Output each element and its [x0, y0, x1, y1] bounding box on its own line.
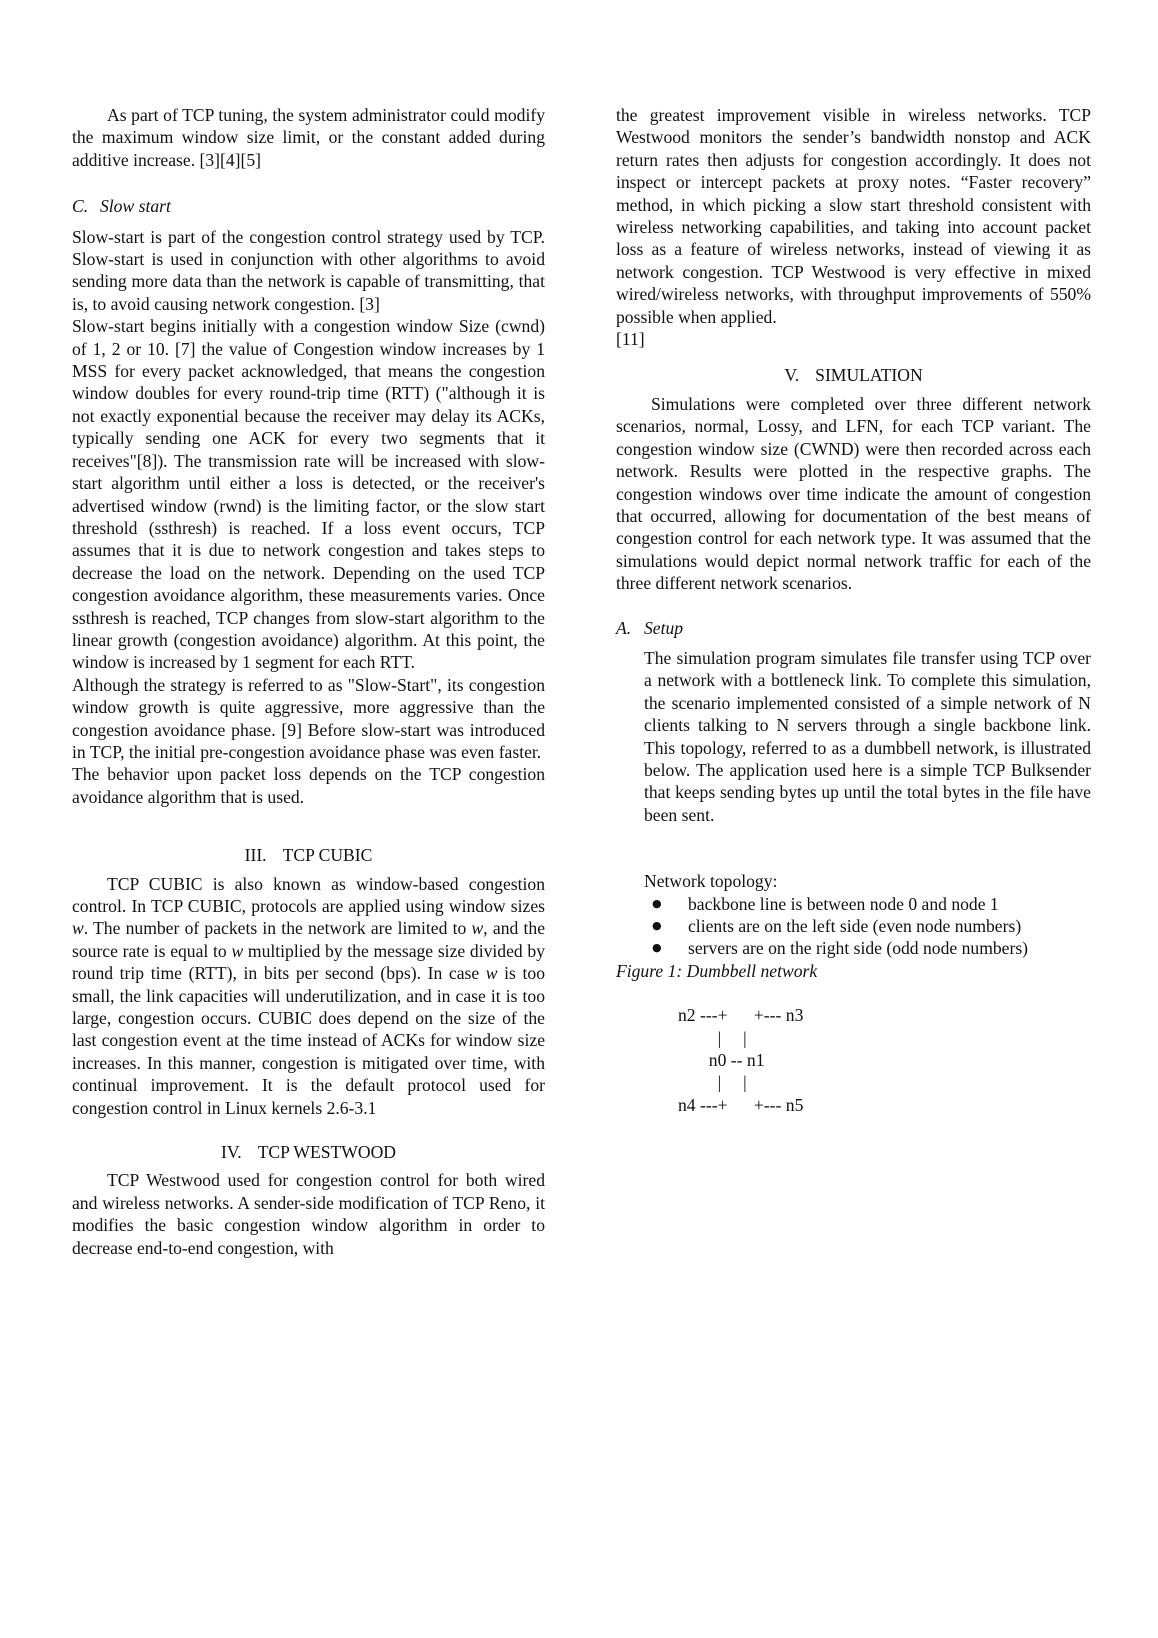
- paragraph-tcp-westwood-start: TCP Westwood used for congestion control for both wired and wireless networks. A sender-side modification of TCP Reno, it modifies the basic congestion window algorithm in order to decrease end-to-end congestion, with: [72, 1170, 545, 1258]
- section-label: C.: [72, 196, 89, 217]
- math-var-w: w: [72, 918, 84, 939]
- paragraph-tcp-cubic: [72, 873, 545, 1119]
- text-run: , and the source rate is equal to: [72, 918, 546, 961]
- section-heading-tcp-cubic: [72, 844, 545, 866]
- section-title: Setup: [644, 617, 684, 638]
- spacer: [644, 826, 1091, 870]
- spacer: [72, 808, 545, 844]
- citation-reference: [11]: [616, 329, 645, 350]
- section-number: IV.: [220, 1142, 242, 1163]
- list-item: ● servers are on the right side (odd node numbers): [688, 937, 1091, 959]
- text-run: . The number of packets in the network are limited to: [83, 918, 472, 939]
- text-run: TCP CUBIC is also known as window-based congestion control. In TCP CUBIC, protocols are applied using window sizes: [72, 873, 545, 916]
- math-var-w: w: [231, 940, 244, 961]
- math-var-w: w: [485, 963, 498, 984]
- spacer: [72, 1119, 545, 1141]
- section-heading-simulation: [616, 364, 1091, 386]
- section-title: TCP CUBIC: [282, 845, 373, 866]
- figure-caption: Figure 1: Dumbbell network: [616, 960, 818, 981]
- section-title: TCP WESTWOOD: [257, 1142, 396, 1163]
- topology-bullet-list: [616, 893, 1091, 960]
- math-var-w: w: [471, 918, 484, 939]
- network-topology-label: Network topology:: [644, 871, 778, 892]
- setup-block: [644, 647, 1091, 893]
- dumbbell-topology-diagram: n2 ---+ +--- n3 | | n0 -- n1 | | n4 ---+ +--- n5: [678, 1005, 804, 1115]
- paragraph-tcp-tuning: As part of TCP tuning, the system administrator could modify the maximum window size limit, or the constant added during additive increase. [3][4][5]: [72, 105, 545, 170]
- section-number: V.: [784, 365, 800, 386]
- paragraph-slow-start-4: The behavior upon packet loss depends on the TCP congestion avoidance algorithm that is used.: [72, 764, 545, 807]
- right-column: [616, 104, 1091, 1116]
- section-heading-tcp-westwood: [72, 1141, 545, 1163]
- section-title: SIMULATION: [815, 365, 923, 386]
- text-run: multiplied by the message size divided by round trip time (RTT), in bits per second (bps). In case: [72, 940, 545, 984]
- text-run: is too small, the link capacities will underutilization, and in case it is too large, congestion occurs. CUBIC does depend on the size of the last congestion event at the time instead of ACKs for window size increases. In this manner, congestion is mitigated over time, with continual improvement. It is the default protocol used for congestion control in Linux kernels 2.6-3.1: [72, 963, 545, 1118]
- paragraph-tcp-westwood-continued: the greatest improvement visible in wireless networks. TCP Westwood monitors the sender’s bandwidth nonstop and ACK return rates then adjusts for congestion accordingly. It does not inspect or intercept packets at proxy notes. “Faster recovery” method, in which picking a slow start threshold consistent with wireless networking capabilities, and taking into account packet loss as a feature of wireless networks, instead of viewing it as network congestion. TCP Westwood is very effective in mixed wired/wireless networks, with throughput improvements of 550% possible when applied.: [616, 105, 1091, 327]
- spacer: [616, 350, 1091, 364]
- paragraph-slow-start-1: Slow-start is part of the congestion control strategy used by TCP. Slow-start is used in conjunction with other algorithms to avoid sending more data than the network is capable of transmitting, that is, to avoid causing network congestion. [3]: [72, 226, 545, 314]
- paragraph-setup: The simulation program simulates file transfer using TCP over a network with a bottleneck link. To complete this simulation, the scenario implemented consisted of a simple network of N clients talking to N servers through a single backbone link. This topology, referred to as a dumbbell network, is illustrated below. The application used here is a simple TCP Bulksender that keeps sending bytes up until the total bytes in the file have been sent.: [644, 647, 1091, 825]
- section-label: A.: [616, 617, 632, 638]
- list-item: ● backbone line is between node 0 and node 1: [688, 893, 1091, 915]
- section-heading-slow-start: [72, 195, 545, 217]
- section-number: III.: [244, 845, 267, 866]
- paragraph-simulation: Simulations were completed over three different network scenarios, normal, Lossy, and LFN, for each TCP variant. The congestion window size (CWND) were then recorded across each network. Results were plotted in the respective graphs. The congestion windows over time indicate the amount of congestion that occurred, allowing for documentation of the best means of congestion control for each network type. It was assumed that the simulations would depict normal network traffic for each of the three different network scenarios.: [616, 393, 1091, 594]
- paragraph-slow-start-2: Slow-start begins initially with a congestion window Size (cwnd) of 1, 2 or 10. [7] the value of Congestion window increases by 1 MSS for every packet acknowledged, that means the congestion window doubles for every round-trip time (RTT) ("although it is not exactly exponential because the receiver may delay its ACKs, typically sending one ACK for every two segments that it receives"[8]). The transmission rate will be increased with slow-start algorithm until either a loss is detected, or the receiver's advertised window (rwnd) is the limiting factor, or the slow start threshold (ssthresh) is reached. If a loss event occurs, TCP assumes that it is due to network congestion and takes steps to decrease the load on the network. Depending on the used TCP congestion avoidance algorithm, these measurements varies. Once ssthresh is reached, TCP changes from slow-start algorithm to the linear growth (congestion avoidance) algorithm. At this point, the window is increased by 1 segment for each RTT.: [72, 316, 545, 673]
- section-heading-setup: [616, 617, 1091, 639]
- list-item: ● clients are on the left side (even node numbers): [688, 915, 1091, 937]
- section-title: Slow start: [100, 196, 171, 217]
- paragraph-slow-start-3: Although the strategy is referred to as "Slow-Start", its congestion window growth is quite aggressive, more aggressive than the congestion avoidance phase. [9] Before slow-start was introduced in TCP, the initial pre-congestion avoidance phase was even faster.: [72, 674, 545, 762]
- left-column: [72, 104, 545, 1259]
